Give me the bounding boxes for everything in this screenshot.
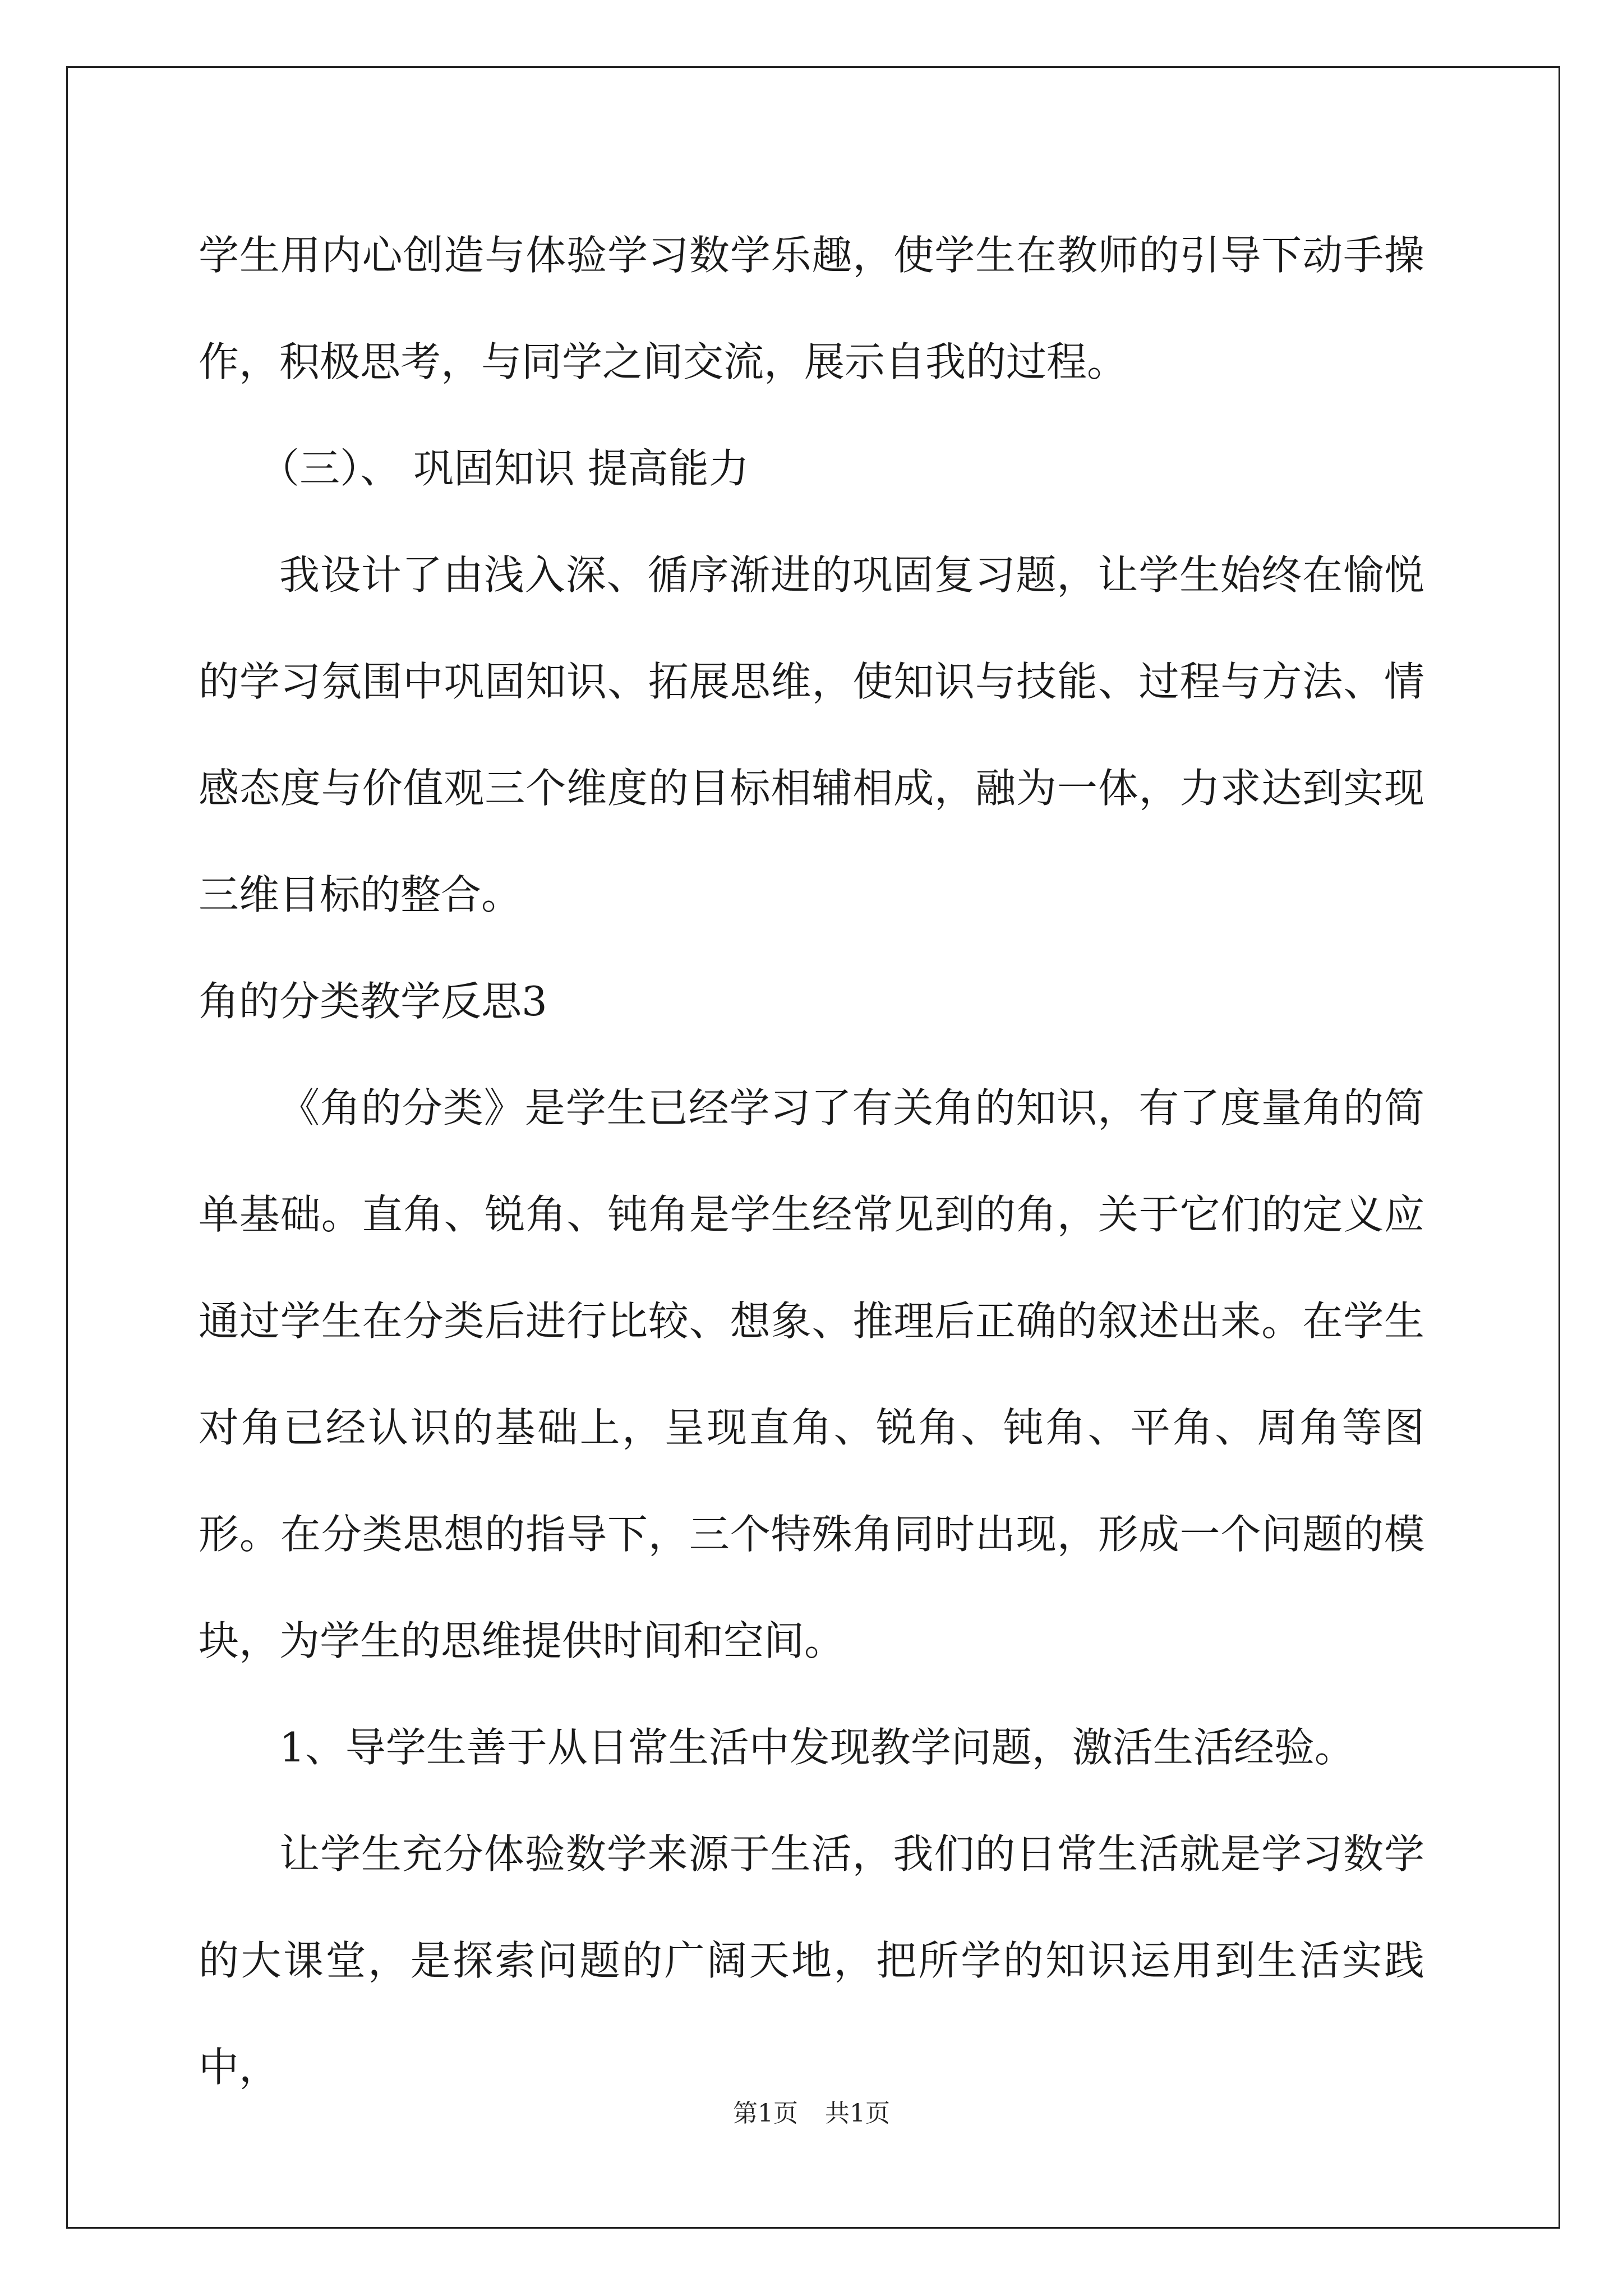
paragraph-life-experience: 让学生充分体验数学来源于生活，我们的日常生活就是学习数学的大课堂，是探索问题的广阔天地，把所学的知识运用到生活实践中， [199, 1830, 1424, 2091]
paragraph-continuation: 学生用内心创造与体验学习数学乐趣，使学生在教师的引导下动手操作，积极思考，与同学之间交流，展示自我的过程。 [199, 232, 1424, 385]
document-body [199, 202, 1424, 2120]
paragraph-consolidation: 我设计了由浅入深、循序渐进的巩固复习题，让学生始终在愉悦的学习氛围中巩固知识、拓展思维，使知识与技能、过程与方法、情感态度与价值观三个维度的目标相辅相成，融为一体，力求达到实现三维目标的整合。 [199, 551, 1424, 918]
section-subheading: （三）、 巩固知识 提高能力 [259, 445, 749, 492]
page-total: 共1页 [825, 2099, 890, 2128]
section-heading: 角的分类教学反思3 [199, 978, 547, 1025]
paragraph-angle-classification: 《角的分类》是学生已经学习了有关角的知识，有了度量角的简单基础。直角、锐角、钝角是学生经常见到的角，关于它们的定义应通过学生在分类后进行比较、想象、推理后正确的叙述出来。在学生对角已经认识的基础上，呈现直角、锐角、钝角、平角、周角等图形。在分类思想的指导下，三个特殊角同时出现，形成一个问题的模块，为学生的思维提供时间和空间。 [199, 1084, 1424, 1664]
page-footer [0, 2097, 1623, 2131]
paragraph-point-1: 1、导学生善于从日常生活中发现教学问题，激活生活经验。 [279, 1724, 1355, 1771]
page-number: 第1页 [733, 2099, 798, 2128]
